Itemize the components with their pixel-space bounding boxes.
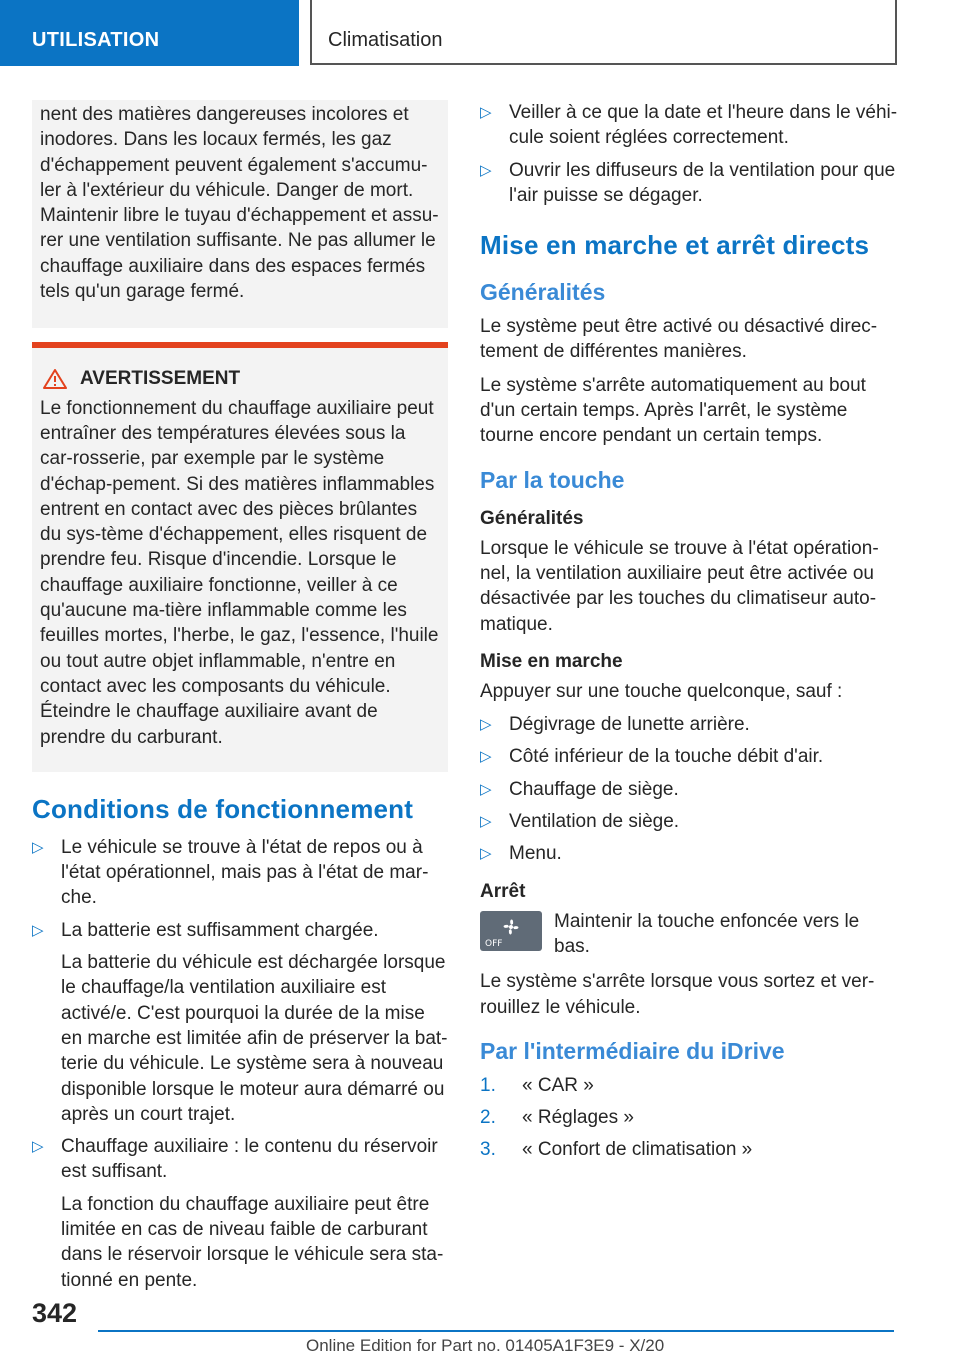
step-number: 1. xyxy=(480,1074,496,1096)
right-column xyxy=(480,100,900,1170)
list-item xyxy=(32,1134,448,1293)
list-item-text: Chauffage auxiliaire : le contenu du réservoir est suffisant. xyxy=(61,1136,438,1183)
triangle-bullet-icon: ▷ xyxy=(480,716,492,734)
triangle-bullet-icon: ▷ xyxy=(480,748,492,766)
prereq-list xyxy=(480,100,900,208)
off-button-row xyxy=(480,909,900,960)
arret-button-text: Maintenir la touche enfoncée vers le bas. xyxy=(554,910,860,957)
danger-continuation-text: nent des matières dangereuses incolores et inodores. Dans les locaux fermés, les gaz d'échappement peuvent également s'accumu-ler à l'extérieur du véhicule. Danger de mort. Maintenir libre le tuyau d'échappement et assu-rer une ventilation suffisante. Ne pas allumer le chauffage auxiliaire dans des espaces fermés tels qu'un garage fermé. xyxy=(40,104,439,303)
warning-box xyxy=(32,342,448,771)
triangle-bullet-icon: ▷ xyxy=(480,780,492,798)
fan-icon xyxy=(498,916,524,938)
list-item xyxy=(480,744,900,769)
exceptions-list xyxy=(480,712,900,866)
list-item xyxy=(32,835,448,911)
section-title: UTILISATION xyxy=(32,29,160,51)
danger-continuation-box xyxy=(32,100,448,328)
triangle-bullet-icon: ▷ xyxy=(480,813,492,831)
idrive-heading: Par l'intermédiaire du iDrive xyxy=(480,1037,785,1064)
list-item xyxy=(480,777,900,802)
triangle-bullet-icon: ▷ xyxy=(32,838,44,856)
direct-heading: Mise en marche et arrêt directs xyxy=(480,230,870,261)
arret-paragraph: Le système s'arrête lorsque vous sortez et ver-rouillez le véhicule. xyxy=(480,971,875,1018)
left-column xyxy=(32,100,448,1300)
list-item xyxy=(480,1105,900,1130)
list-item-text: Côté inférieur de la touche débit d'air. xyxy=(509,746,824,768)
step-number: 3. xyxy=(480,1139,496,1161)
step-text: « CAR » xyxy=(522,1074,594,1096)
warning-title: AVERTISSEMENT xyxy=(80,368,241,390)
chapter-title: Climatisation xyxy=(328,29,443,51)
triangle-bullet-icon: ▷ xyxy=(32,1138,44,1156)
conditions-heading: Conditions de fonctionnement xyxy=(32,793,414,824)
list-item xyxy=(480,809,900,834)
triangle-bullet-icon: ▷ xyxy=(32,921,44,939)
list-item-detail: La batterie du véhicule est déchargée lorsque le chauffage/la ventilation auxiliaire est activé/e. C'est pourquoi la durée de la mise en marche est limitée afin de préserver la bat-terie du véhicule. Le système sera à nouveau disponible lorsque le moteur aura démarré ou après un court trajet. xyxy=(61,952,448,1125)
list-item xyxy=(480,158,900,209)
triangle-bullet-icon: ▷ xyxy=(480,845,492,863)
footer-edition: Online Edition for Part no. 01405A1F3E9 - X/20 xyxy=(306,1336,665,1355)
touche-generalites-heading: Généralités xyxy=(480,507,584,529)
off-label: OFF xyxy=(485,938,503,949)
conditions-list xyxy=(32,835,448,1293)
page-number: 342 xyxy=(32,1298,78,1328)
marche-paragraph: Appuyer sur une touche quelconque, sauf : xyxy=(480,680,843,702)
idrive-steps xyxy=(480,1073,900,1163)
touche-paragraph: Lorsque le véhicule se trouve à l'état opération-nel, la ventilation auxiliaire peut être activée ou désactivée par les touches du climatiseur auto-matique. xyxy=(480,537,879,635)
list-item-text: La batterie est suffisamment chargée. xyxy=(61,919,379,941)
chapter-tab xyxy=(310,0,897,65)
touche-heading: Par la touche xyxy=(480,466,625,493)
list-item xyxy=(480,100,900,151)
list-item-text: Ouvrir les diffuseurs de la ventilation pour que l'air puisse se dégager. xyxy=(509,159,896,206)
generalites-heading: Généralités xyxy=(480,279,606,306)
list-item-text: Chauffage de siège. xyxy=(509,778,679,800)
list-item-text: Ventilation de siège. xyxy=(509,811,680,833)
warning-triangle-icon xyxy=(42,368,68,390)
section-tab xyxy=(0,0,299,66)
generalites-paragraph-2: Le système s'arrête automatiquement au bout d'un certain temps. Après l'arrêt, le système tourne encore pendant un certain temps. xyxy=(480,374,866,447)
list-item xyxy=(480,1137,900,1162)
list-item xyxy=(480,841,900,866)
list-item xyxy=(480,712,900,737)
triangle-bullet-icon: ▷ xyxy=(480,161,492,179)
step-number: 2. xyxy=(480,1107,496,1129)
list-item xyxy=(32,918,448,1127)
arret-heading: Arrêt xyxy=(480,880,526,902)
list-item-text: Menu. xyxy=(509,843,562,865)
list-item-detail: La fonction du chauffage auxiliaire peut être limitée en cas de niveau faible de carburant dans le réservoir lorsque le véhicule sera sta-tionné en pente. xyxy=(61,1193,444,1291)
step-text: « Réglages » xyxy=(522,1107,634,1129)
generalites-paragraph-1: Le système peut être activé ou désactivé direc-tement de différentes manières. xyxy=(480,316,878,363)
warning-header xyxy=(42,366,440,391)
fan-off-button-image xyxy=(480,911,542,951)
warning-text: Le fonctionnement du chauffage auxiliaire peut entraîner des températures élevées sous la car-rosserie, par exemple par le système d'échap-pement. Si des matières inflammables entrent en contact avec des pièces brûlantes du sys-tème d'échappement, elles risquent de prendre feu. Risque d'incendie. Lorsque le chauffage auxiliaire fonctionne, veiller à ce qu'aucune ma-tière inflammable comme les feuilles mortes, l'herbe, le gaz, l'essence, l'huile ou tout autre objet inflammable, n'entre en contact avec les composants du véhicule. Éteindre le chauffage auxiliaire avant de prendre du carburant. xyxy=(40,397,439,748)
list-item-text: Dégivrage de lunette arrière. xyxy=(509,714,750,736)
step-text: « Confort de climatisation » xyxy=(522,1139,753,1161)
list-item xyxy=(480,1073,900,1098)
footer-rule xyxy=(98,1330,894,1332)
list-item-text: Veiller à ce que la date et l'heure dans le véhi-cule soient réglées correctement. xyxy=(509,102,898,149)
list-item-text: Le véhicule se trouve à l'état de repos ou à l'état opérationnel, mais pas à l'état de mar-che. xyxy=(61,836,429,909)
triangle-bullet-icon: ▷ xyxy=(480,104,492,121)
marche-heading: Mise en marche xyxy=(480,650,623,672)
